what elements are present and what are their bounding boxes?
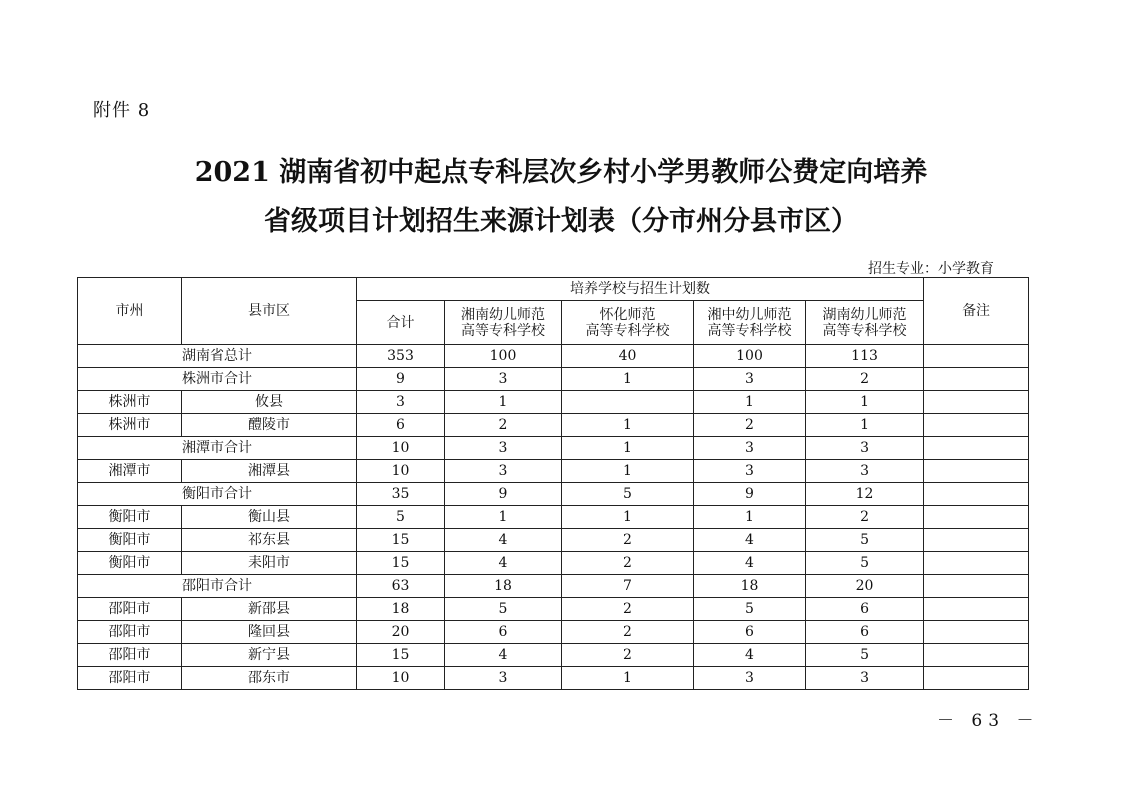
total-cell: 353: [357, 345, 445, 368]
city-cell: 邵阳市: [78, 598, 182, 621]
s2-cell: 1: [562, 506, 694, 529]
s4-cell: 3: [806, 667, 924, 690]
remark-cell: [924, 621, 1029, 644]
s3-cell: 3: [694, 368, 806, 391]
remark-cell: [924, 552, 1029, 575]
remark-cell: [924, 368, 1029, 391]
county-cell: 祁东县: [182, 529, 357, 552]
s2-cell: 2: [562, 598, 694, 621]
header-school-2: [562, 301, 694, 345]
summary-row: [78, 575, 1029, 598]
s1-cell: 18: [445, 575, 562, 598]
header-school-4-line-1: 湖南幼儿师范: [822, 306, 907, 323]
s2-cell: 1: [562, 437, 694, 460]
header-school-2-line-1: 怀化师范: [599, 306, 656, 323]
city-cell: 邵阳市: [78, 621, 182, 644]
header-total: 合计: [357, 301, 445, 345]
remark-cell: [924, 506, 1029, 529]
s1-cell: 3: [445, 368, 562, 391]
summary-label-cell: 株洲市合计: [78, 368, 357, 391]
header-school-3: [694, 301, 806, 345]
s4-cell: 5: [806, 552, 924, 575]
table-row: [78, 391, 1029, 414]
s4-cell: 3: [806, 460, 924, 483]
plan-table-body: [78, 345, 1029, 690]
county-cell: 耒阳市: [182, 552, 357, 575]
city-cell: 邵阳市: [78, 644, 182, 667]
s2-cell: 2: [562, 552, 694, 575]
header-school-3-line-1: 湘中幼儿师范: [707, 306, 792, 323]
s3-cell: 9: [694, 483, 806, 506]
table-row: [78, 667, 1029, 690]
summary-label-cell: 湘潭市合计: [78, 437, 357, 460]
remark-cell: [924, 575, 1029, 598]
remark-cell: [924, 667, 1029, 690]
s1-cell: 4: [445, 552, 562, 575]
s3-cell: 3: [694, 667, 806, 690]
remark-cell: [924, 598, 1029, 621]
county-cell: 醴陵市: [182, 414, 357, 437]
s3-cell: 6: [694, 621, 806, 644]
s1-cell: 6: [445, 621, 562, 644]
table-row: [78, 414, 1029, 437]
total-cell: 10: [357, 667, 445, 690]
table-row: [78, 598, 1029, 621]
county-cell: 隆回县: [182, 621, 357, 644]
s1-cell: 5: [445, 598, 562, 621]
summary-row: [78, 345, 1029, 368]
city-cell: 衡阳市: [78, 552, 182, 575]
header-school-1-line-1: 湘南幼儿师范: [461, 306, 545, 323]
header-school-1-line-2: 高等专科学校: [461, 322, 545, 339]
header-county: 县市区: [182, 278, 357, 345]
header-school-1: [445, 301, 562, 345]
s2-cell: 40: [562, 345, 694, 368]
s3-cell: 3: [694, 437, 806, 460]
s1-cell: 1: [445, 506, 562, 529]
s1-cell: 3: [445, 437, 562, 460]
s3-cell: 5: [694, 598, 806, 621]
table-row: [78, 621, 1029, 644]
s2-cell: 1: [562, 368, 694, 391]
table-row: [78, 529, 1029, 552]
s1-cell: 3: [445, 460, 562, 483]
s4-cell: 3: [806, 437, 924, 460]
remark-cell: [924, 345, 1029, 368]
s2-cell: 1: [562, 414, 694, 437]
s3-cell: 18: [694, 575, 806, 598]
s3-cell: 100: [694, 345, 806, 368]
s1-cell: 3: [445, 667, 562, 690]
header-school-2-line-2: 高等专科学校: [585, 322, 670, 339]
table-row: [78, 644, 1029, 667]
total-cell: 3: [357, 391, 445, 414]
header-school-4-line-2: 高等专科学校: [822, 322, 907, 339]
total-cell: 9: [357, 368, 445, 391]
page-number: － 63 －: [937, 711, 1040, 731]
county-cell: 攸县: [182, 391, 357, 414]
total-cell: 35: [357, 483, 445, 506]
s1-cell: 4: [445, 529, 562, 552]
s3-cell: 4: [694, 644, 806, 667]
s1-cell: 1: [445, 391, 562, 414]
header-school-3-line-2: 高等专科学校: [707, 322, 792, 339]
s2-cell: [562, 391, 694, 414]
total-cell: 15: [357, 552, 445, 575]
s1-cell: 100: [445, 345, 562, 368]
s2-cell: 2: [562, 621, 694, 644]
city-cell: 湘潭市: [78, 460, 182, 483]
total-cell: 5: [357, 506, 445, 529]
s4-cell: 1: [806, 414, 924, 437]
s4-cell: 12: [806, 483, 924, 506]
s4-cell: 2: [806, 368, 924, 391]
s4-cell: 6: [806, 621, 924, 644]
county-cell: 新宁县: [182, 644, 357, 667]
s4-cell: 1: [806, 391, 924, 414]
s4-cell: 6: [806, 598, 924, 621]
total-cell: 10: [357, 437, 445, 460]
total-cell: 15: [357, 529, 445, 552]
remark-cell: [924, 644, 1029, 667]
total-cell: 20: [357, 621, 445, 644]
table-row: [78, 460, 1029, 483]
county-cell: 湘潭县: [182, 460, 357, 483]
s3-cell: 4: [694, 552, 806, 575]
s4-cell: 5: [806, 529, 924, 552]
s3-cell: 3: [694, 460, 806, 483]
header-city: 市州: [78, 278, 182, 345]
table-row: [78, 506, 1029, 529]
remark-cell: [924, 391, 1029, 414]
header-school-4: [806, 301, 924, 345]
s3-cell: 4: [694, 529, 806, 552]
county-cell: 邵东市: [182, 667, 357, 690]
summary-row: [78, 368, 1029, 391]
summary-row: [78, 437, 1029, 460]
city-cell: 株洲市: [78, 391, 182, 414]
s2-cell: 1: [562, 667, 694, 690]
s3-cell: 1: [694, 506, 806, 529]
city-cell: 邵阳市: [78, 667, 182, 690]
remark-cell: [924, 437, 1029, 460]
city-cell: 株洲市: [78, 414, 182, 437]
s2-cell: 1: [562, 460, 694, 483]
s4-cell: 20: [806, 575, 924, 598]
s1-cell: 9: [445, 483, 562, 506]
attachment-label: 附件 8: [93, 100, 151, 121]
remark-cell: [924, 529, 1029, 552]
remark-cell: [924, 414, 1029, 437]
s4-cell: 2: [806, 506, 924, 529]
county-cell: 新邵县: [182, 598, 357, 621]
table-row: [78, 552, 1029, 575]
summary-label-cell: 湖南省总计: [78, 345, 357, 368]
s4-cell: 5: [806, 644, 924, 667]
city-cell: 衡阳市: [78, 529, 182, 552]
s2-cell: 7: [562, 575, 694, 598]
summary-row: [78, 483, 1029, 506]
total-cell: 10: [357, 460, 445, 483]
summary-label-cell: 衡阳市合计: [78, 483, 357, 506]
major-note: 招生专业：小学教育: [868, 261, 994, 277]
summary-label-cell: 邵阳市合计: [78, 575, 357, 598]
s2-cell: 5: [562, 483, 694, 506]
total-cell: 6: [357, 414, 445, 437]
s1-cell: 2: [445, 414, 562, 437]
header-remarks: 备注: [924, 278, 1029, 345]
city-cell: 衡阳市: [78, 506, 182, 529]
s3-cell: 1: [694, 391, 806, 414]
remark-cell: [924, 460, 1029, 483]
s2-cell: 2: [562, 529, 694, 552]
total-cell: 18: [357, 598, 445, 621]
document-title-line-2: 省级项目计划招生来源计划表（分市州分县市区）: [264, 206, 858, 237]
s2-cell: 2: [562, 644, 694, 667]
remark-cell: [924, 483, 1029, 506]
s3-cell: 2: [694, 414, 806, 437]
county-cell: 衡山县: [182, 506, 357, 529]
total-cell: 63: [357, 575, 445, 598]
s4-cell: 113: [806, 345, 924, 368]
header-school-group: 培养学校与招生计划数: [357, 278, 924, 301]
total-cell: 15: [357, 644, 445, 667]
document-title-line-1: 2021 湖南省初中起点专科层次乡村小学男教师公费定向培养: [194, 157, 928, 188]
enrollment-plan-table: [77, 277, 1029, 690]
s1-cell: 4: [445, 644, 562, 667]
